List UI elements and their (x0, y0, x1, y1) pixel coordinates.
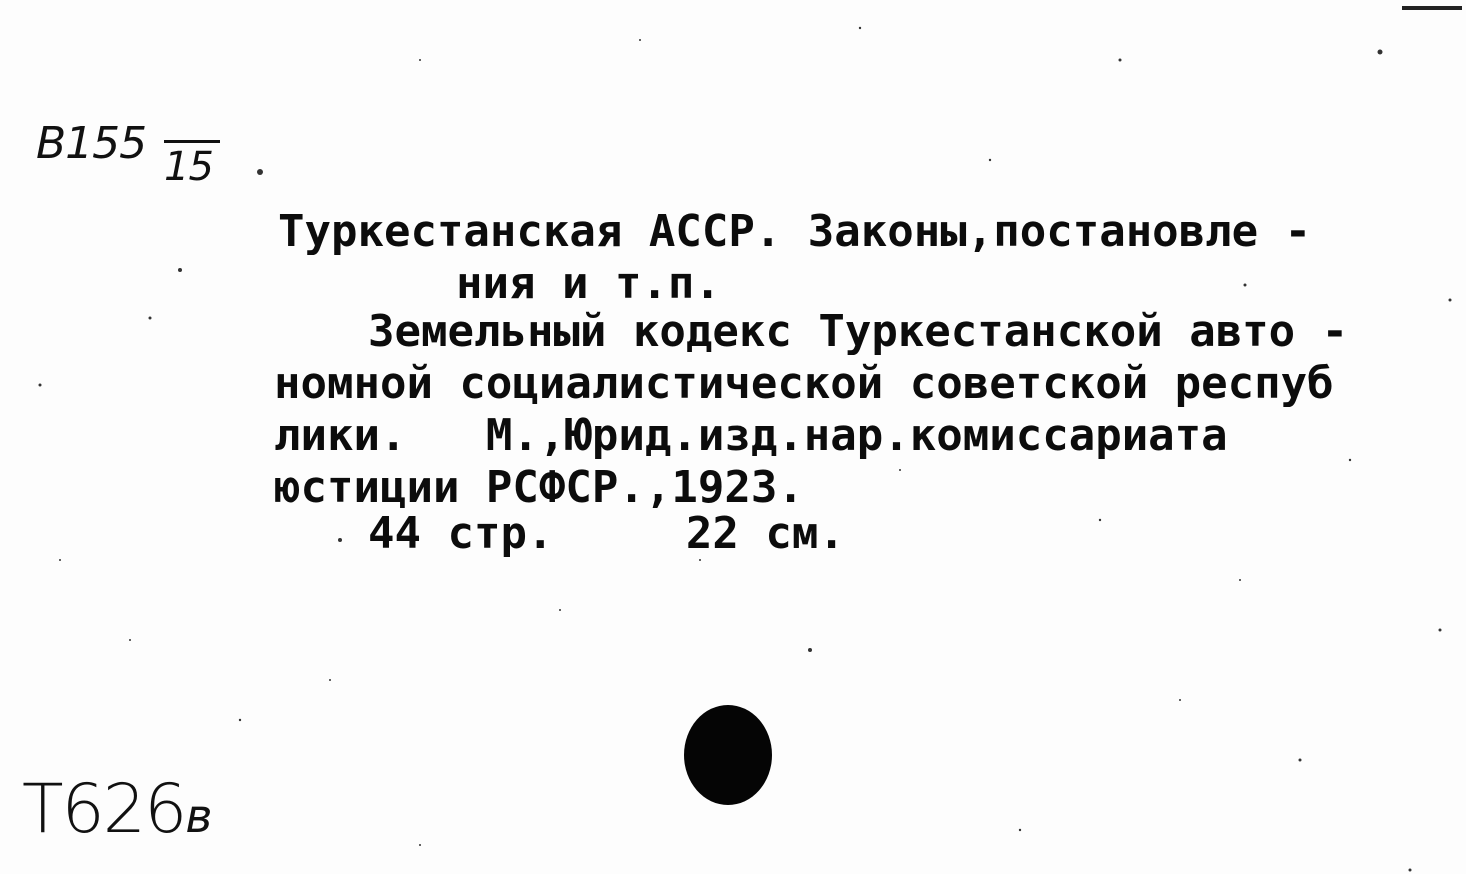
shelfmark-top (36, 118, 213, 190)
shelfmark-top-fraction: 15 (164, 144, 213, 190)
fraction-bar (164, 140, 220, 143)
imprint-line-1: лики. М.,Юрид.изд.нар.комиссариата (274, 410, 1228, 461)
collation-line: 44 стр. 22 см. (368, 508, 845, 559)
corner-mark (1402, 6, 1462, 10)
heading-line-1: Туркестанская АССР. Законы,постановле - (278, 206, 1312, 257)
title-line-2: номной социалистической советской респуб (274, 358, 1334, 409)
shelfmark-bottom (22, 770, 210, 849)
imprint-line-2: юстиции РСФСР.,1923. (274, 462, 804, 513)
punch-hole (684, 705, 772, 805)
shelfmark-bottom-main: Т626 (22, 770, 186, 849)
shelfmark-bottom-suffix: в (185, 789, 211, 843)
heading-line-2: ния и т.п. (456, 258, 721, 309)
title-line-1: Земельный кодекс Туркестанской авто - (368, 306, 1349, 357)
shelfmark-top-main: В155 (36, 118, 147, 169)
